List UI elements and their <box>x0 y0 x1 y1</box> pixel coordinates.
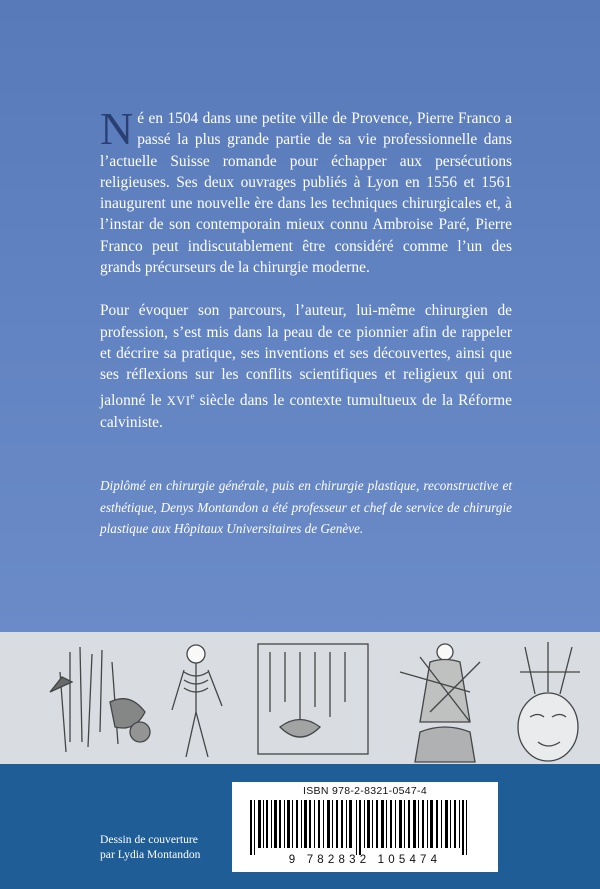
century-numeral: XVI <box>166 393 191 408</box>
drop-cap: N <box>100 103 134 154</box>
bottom-band <box>0 764 600 889</box>
credit-line-1: Dessin de couverture <box>100 833 198 846</box>
paragraph-intro <box>100 103 512 278</box>
cover-credit <box>100 832 200 862</box>
author-bio-text: Diplômé en chirurgie générale, puis en chirurgie plastique, reconstructive et esthétique, Denys Montandon a été professeur et chef de service de chirurgie plastique aux Hôpitaux Universitaires de Genève. <box>100 478 512 537</box>
paragraph-journey-text: Pour évoquer son parcours, l’auteur, lui-même chirurgien de profession, s’est mis dans la peau de ce pionnier afin de rappeler et décrire sa pratique, ses inventions et ses découvertes, ainsi que ses réflexions sur les conflits scientifiques et religieux qui ont jalonné le <box>100 302 512 409</box>
paragraph-journey-end: siècle dans le contexte tumultueux de la Réforme calviniste. <box>100 391 512 431</box>
woodcut-surgery-illustrations-icon <box>0 632 600 764</box>
credit-line-2: par Lydia Montandon <box>100 848 201 861</box>
century-suffix: e <box>190 390 195 401</box>
barcode-box <box>232 782 498 872</box>
author-bio <box>100 475 512 539</box>
back-cover-text <box>100 103 512 540</box>
paragraph-journey <box>100 300 512 433</box>
barcode-digits: 9 782832 105474 <box>288 854 442 866</box>
paragraph-intro-text: é en 1504 dans une petite ville de Provence, Pierre Franco a passé la plus grande partie de sa vie professionnelle dans l’actuelle Suisse romande pour échapper aux persécutions religieuses. Ses deux ouvrages publiés à Lyon en 1556 et 1561 inaugurent une nouvelle ère dans les techniques chirurgicales et, à l’instar de son contemporain mieux connu Ambroise Paré, Pierre Franco peut indiscutablement être considéré comme l’un des grands précurseurs de la chirurgie moderne. <box>100 110 512 277</box>
isbn-label: ISBN 978-2-8321-0547-4 <box>303 785 427 797</box>
woodcut-illustration-band <box>0 632 600 764</box>
barcode-icon <box>250 800 480 855</box>
